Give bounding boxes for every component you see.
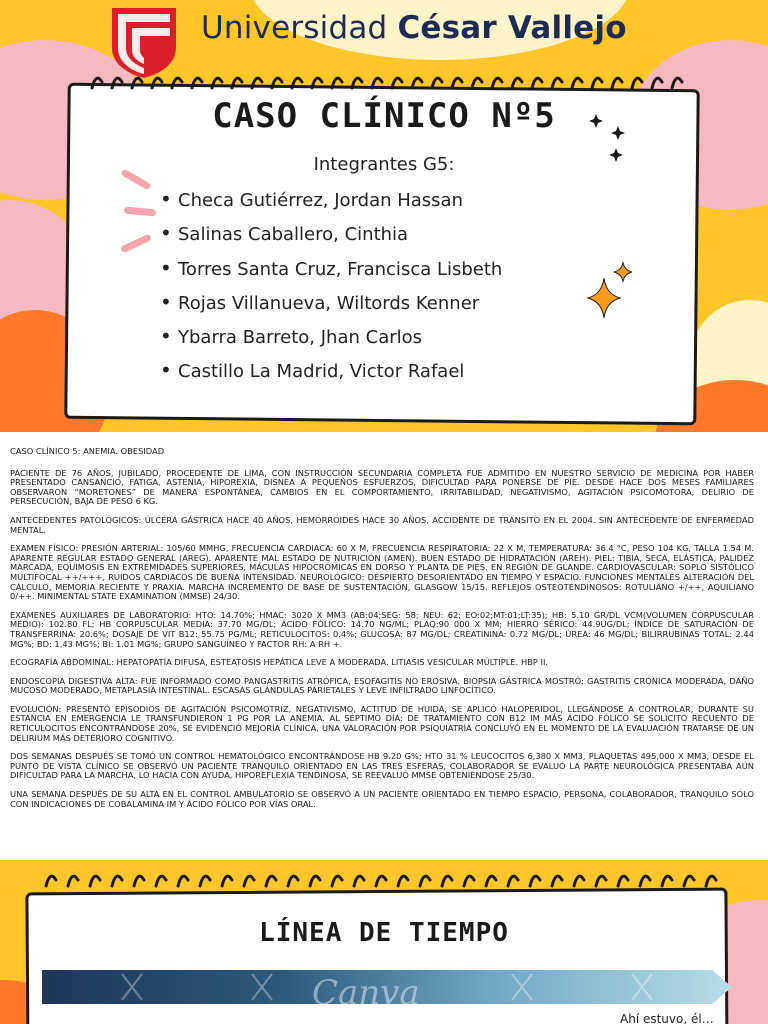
case-document — [10, 447, 754, 818]
watermark-text: Canva — [312, 973, 420, 1004]
list-item: • Castillo La Madrid, Victor Rafael — [160, 357, 502, 391]
document-paragraph: PACIENTE DE 76 AÑOS, JUBILADO, PROCEDENTE DE LIMA, CON INSTRUCCIÓN SECUNDARIA COMPLETA FUE ADMITIDO EN NUESTRO SERVICIO DE MEDICINA POR HABER PRESENTADO CANSANCIO, FATIGA, ASTENIA, HIPOREXIA, DISNEA A PEQUEÑOS ESFUERZOS, DIFICULTAD PARA PONERSE DE PIE. DESDE HACE DOS MESES FAMILIARES OBSERVARON “MORETONES” DE MANERA ESPONTÁNEA, CAMBIOS EN EL COMPORTAMIENTO, IRRITABILIDAD, NEGATIVISMO, AGITACIÓN PSICOMOTORA, DELIRIO DE PERSECUCIÓN, BAJA DE PESO 6 KG. — [10, 467, 754, 507]
case-title: CASO CLÍNICO Nº5 — [212, 96, 556, 136]
list-item: • Checa Gutiérrez, Jordan Hassan — [160, 186, 502, 220]
university-name-bold: César Vallejo — [397, 10, 627, 46]
members-list — [160, 186, 502, 392]
list-item: • Ybarra Barreto, Jhan Carlos — [160, 323, 502, 357]
list-item: • Rojas Villanueva, Wiltords Kenner — [160, 289, 502, 323]
document-paragraph: UNA SEMANA DESPUÉS DE SU ALTA EN EL CONTROL AMBULATORIO SE OBSERVÓ A UN PACIENTE ORIENTADO EN TIEMPO ESPACIO, PERSONA, COLABORADOR, TRANQUILO SÓLO CON INDICACIONES DE COBALAMINA IM Y ÁCIDO FÓLICO POR VÍAS ORAL. — [10, 789, 754, 809]
document-paragraph: ENDOSCOPIA DIGESTIVA ALTA: FUE INFORMADO COMO PANGASTRITIS ATRÓFICA, ESOFAGITIS NO EROSIVA. BIOPSIA GÁSTRICA MOSTRÓ: GASTRITIS CRÓNICA MODERADA, DAÑO MUCOSO MODERADO, METAPLASIA INTESTINAL. ESCASAS GLÁNDULAS PARIETALES Y LEVE INFILTRADO LINFOCÍTICO. — [10, 675, 754, 696]
document-paragraph: EXAMEN FÍSICO: PRESIÓN ARTERIAL: 105/60 MMHG, FRECUENCIA CARDIACA: 60 X M, FRECUENCIA RESPIRATORIA: 22 X M, TEMPERATURA: 36.4 °C, PESO 104 KG, TALLA 1.54 M. APARENTE REGULAR ESTADO GENERAL (AREG). APARENTE MAL ESTADO DE NUTRICIÓN (AMEN). BUEN ESTADO DE HIDRATACIÓN (AREH). PIEL: TIBIA, SECA, ELÁSTICA, PALIDEZ MARCADA, EQUIMOSIS EN EXTREMIDADES SUPERIORES, MÁCULAS HIPOCRÓMICAS EN DORSO Y PLANTA DE PIES, EN REGIÓN DE GLANDE. CARDIOVASCULAR: SOPLO SISTÓLICO MULTIFOCAL ++/+++, RUIDOS CARDIACOS DE BUENA INTENSIDAD. NEUROLÓGICO: DESPIERTO DESORIENTADO EN TIEMPO Y ESPACIO. FUNCIONES MENTALES ALTERACIÓN DEL CÁLCULO, MEMORIA RECIENTE Y PRAXIA. MARCHA INCREMENTO DE BASE DE SUSTENTACIÓN, GLASGOW 15/15. REFLEJOS OSTEOTENDINOSOS: ROTULIANO +/++, AQUILIANO 0/++. MINIMENTAL STATE EXAMINATION (MMSE) 24/30. — [10, 543, 754, 602]
document-heading: CASO CLÍNICO 5: ANEMIA. OBESIDAD — [10, 446, 165, 456]
document-paragraph: EXÁMENES AUXILIARES DE LABORATORIO: HTO: 14.70%; HMAC: 3020 X MM3 (AB:04;SEG: 58; NEU: 62; EO:02;MT:01;LT:35); HB: 5.10 GR/DL VCM(VOLUMEN CORPUSCULAR MEDIO): 102.80 FL; HB CORPUSCULAR MEDIA: 37.70 MG/DL; ÁCIDO FÓLICO: 14.70 NG/ML; PLAQ:90 000 X MM; HIERRO SÉRICO: 44.9UG/DL; ÍNDICE DE SATURACIÓN DE TRANSFERRINA: 20.6%; DOSAJE DE VIT B12: 55.75 PG/ML; RETICULOCITOS: 0.4%; GLUCOSA: 87 MG/DL; CREATININA: 0.72 MG/DL; ÚREA: 46 MG/DL; BILIRRUBINAS TOTAL: 2.44 MG%; BD: 1.43 MG%; BI: 1.01 MG%; GRUPO SANGUÍNEO Y FACTOR RH: A RH +. — [10, 609, 754, 649]
document-paragraph: ANTECEDENTES PATOLÓGICOS: ÚLCERA GÁSTRICA HACE 40 AÑOS, HEMORROIDES HACE 30 AÑOS, ACCIDENTE DE TRÁNSITO EN EL 2004. SIN ANTECEDENTE DE ENFERMEDAD MENTAL. — [10, 514, 754, 535]
spiral-binding-icon — [40, 866, 720, 900]
timeline-caption: Ahí estuvo, él… — [620, 1012, 714, 1024]
document-paragraph: EVOLUCIÓN: PRESENTÓ EPISODIOS DE AGITACIÓN PSICOMOTRIZ, NEGATIVISMO, ACTITUD DE HUIDA, SE APLICÓ HALOPERIDOL, LLEGÁNDOSE A CONTROLAR, DURANTE SU ESTANCIA EN EMERGENCIA LE TRANSFUNDIERON 1 PG POR LA ANEMIA. AL SÉPTIMO DÍA: DE TRATAMIENTO CON B12 IM MÁS ÁCIDO FÓLICO SE SOLICITÓ RECUENTO DE RETICULOCITOS ENCONTRÁNDOSE 20%, SE EVIDENCIÓ MEJORÍA CLÍNICA, UNA VALORACIÓN POR PSIQUIATRÍA CONCLUYÓ EN EL MOMENTO DE LA EVALUACIÓN TRATARSE DE UN DELIRIUM MÁS DETERIORO COGNITIVO. — [10, 703, 754, 743]
list-item: • Torres Santa Cruz, Francisca Lisbeth — [160, 255, 502, 289]
university-name — [201, 10, 627, 46]
document-paragraph: DOS SEMANAS DESPUÉS SE TOMÓ UN CONTROL HEMATOLÓGICO ENCONTRÁNDOSE HB 9.20 G%; HTO 31 % LEUCOCITOS 6,380 X MM3, PLAQUETAS 495,000 X MM3, DESDE EL PUNTO DE VISTA CLÍNICO SE OBSERVÓ UN PACIENTE TRANQUILO ORIENTADO EN LAS TRES ESFERAS, COLABORADOR SE EVALUÓ LA PARTE NEUROLÓGICA PRESENTABA AÚN DIFICULTAD PARA LA MARCHA, LO HACÍA CON AYUDA, HIPOREFLEXIA TENDINOSA, SE REEVALUÓ MMSE OBTENIÉNDOSE 25/30. — [10, 751, 754, 781]
university-name-light: Universidad — [201, 10, 398, 46]
timeline-slide — [0, 860, 768, 1024]
list-item: • Salinas Caballero, Cinthia — [160, 220, 502, 254]
members-heading: Integrantes G5: — [313, 154, 455, 175]
star-icon — [586, 260, 636, 320]
title-slide — [0, 0, 768, 432]
sparkle-icon — [588, 112, 632, 166]
timeline-title: LÍNEA DE TIEMPO — [259, 918, 509, 948]
document-paragraph: ECOGRAFÍA ABDOMINAL: HEPATOPATÍA DIFUSA, ESTEATOSIS HEPÁTICA LEVE A MODERADA. LITIASIS VESICULAR MÚLTIPLE. HBP II. — [10, 657, 549, 668]
timeline-bar — [42, 970, 732, 1004]
